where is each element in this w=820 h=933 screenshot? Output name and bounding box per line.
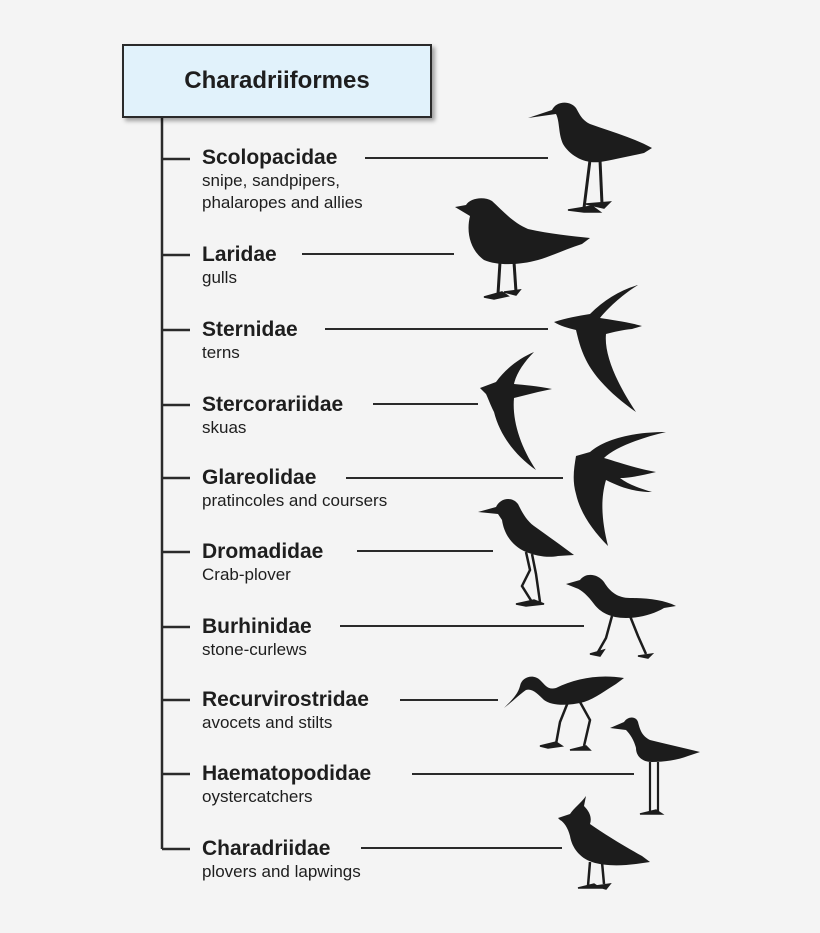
tern-silhouette: [554, 285, 642, 412]
crab-plover-silhouette: [478, 499, 574, 606]
family-name: Haematopodidae: [202, 762, 372, 785]
lapwing-silhouette: [558, 796, 650, 889]
family-charadriidae: [202, 836, 361, 883]
family-name: Sternidae: [202, 318, 298, 341]
family-description: stone-curlews: [202, 640, 307, 659]
stone-curlew-silhouette: [566, 575, 676, 658]
family-name: Burhinidae: [202, 615, 312, 638]
stilt-silhouette: [610, 718, 700, 815]
family-name: Scolopacidae: [202, 146, 338, 169]
family-description: gulls: [202, 268, 237, 287]
family-sternidae: [202, 317, 298, 364]
family-name: Stercorariidae: [202, 393, 344, 416]
family-description: plovers and lapwings: [202, 862, 361, 881]
family-description: snipe, sandpipers, phalaropes and allies: [202, 171, 363, 212]
family-haematopodidae: [202, 761, 371, 808]
family-dromadidae: [202, 539, 323, 586]
root-order-label: Charadriiformes: [184, 67, 370, 94]
family-name: Glareolidae: [202, 466, 317, 489]
family-description: pratincoles and coursers: [202, 491, 388, 510]
family-description: oystercatchers: [202, 787, 313, 806]
gull-silhouette: [455, 198, 590, 299]
skua-silhouette: [480, 352, 552, 470]
family-burhinidae: [202, 614, 312, 661]
family-name: Charadriidae: [202, 837, 331, 860]
family-description: avocets and stilts: [202, 713, 333, 732]
pratincole-silhouette: [574, 432, 666, 546]
family-name: Recurvirostridae: [202, 688, 369, 711]
family-description: terns: [202, 343, 240, 362]
family-description: Crab-plover: [202, 565, 291, 584]
family-name: Dromadidae: [202, 540, 324, 563]
family-laridae: [202, 242, 277, 289]
family-description: skuas: [202, 418, 247, 437]
avocet-silhouette: [504, 676, 624, 750]
family-name: Laridae: [202, 243, 277, 266]
family-scolopacidae: [202, 145, 363, 214]
family-glareolidae: [202, 465, 387, 512]
family-stercorariidae: [202, 392, 343, 439]
branch-lines: [162, 159, 190, 849]
family-recurvirostridae: [202, 687, 369, 734]
root-order-box: [122, 44, 432, 118]
